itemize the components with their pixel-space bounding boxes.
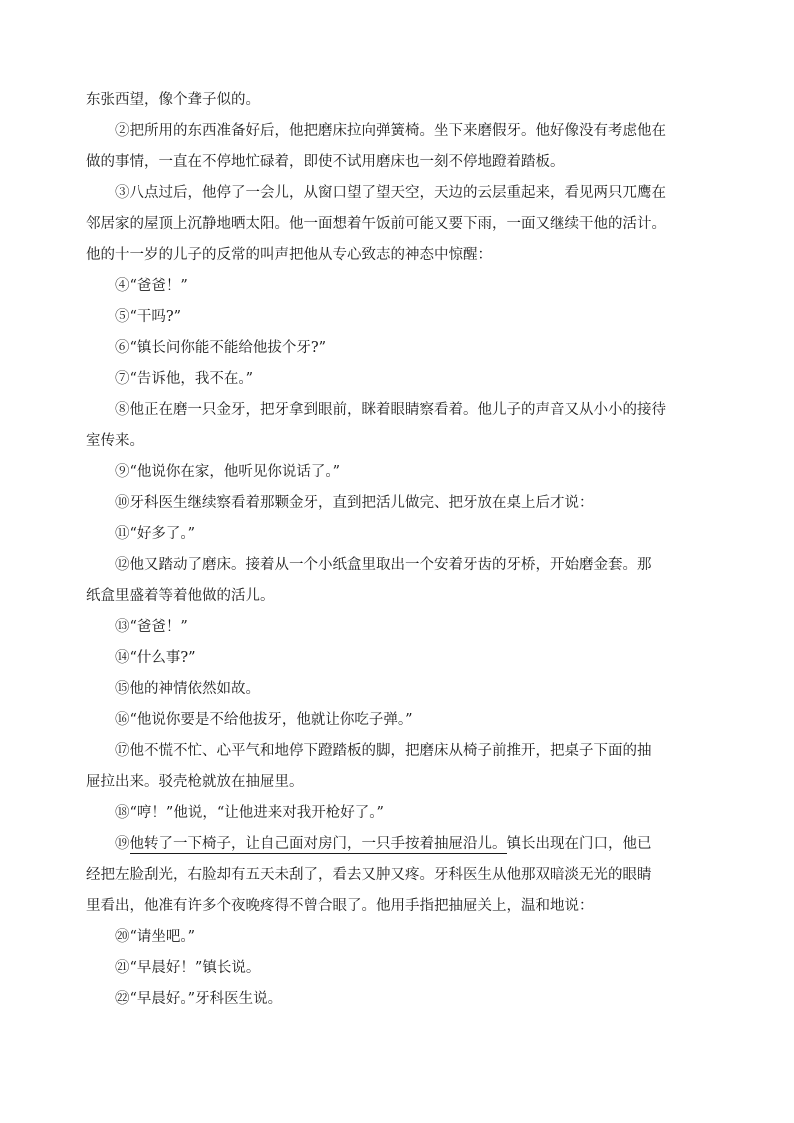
- paragraph-2-line-1: ②把所用的东西准备好后，他把磨床拉向弹簧椅。坐下来磨假牙。他好像没有考虑他在: [115, 123, 666, 139]
- story-text: [86, 88, 710, 1018]
- paragraph-11: ⑪“好多了。”: [115, 526, 196, 542]
- paragraph-8-line-1: ⑧他正在磨一只金牙，把牙拿到眼前，眯着眼睛察看着。他儿子的声音又从小小的接待: [115, 402, 666, 418]
- paragraph-14: ⑭“什么事?”: [115, 650, 196, 666]
- paragraph-13: ⑬“爸爸！”: [115, 619, 188, 635]
- paragraph-20: ⑳“请坐吧。”: [115, 929, 196, 945]
- paragraph-17-line-1: ⑰他不慌不忙、心平气和地停下蹬踏板的脚，把磨床从椅子前推开，把桌子下面的抽: [115, 743, 652, 759]
- paragraph-7: ⑦“告诉他，我不在。”: [115, 371, 254, 387]
- paragraph-3-line-2: 邻居家的屋顶上沉静地晒太阳。他一面想着午饭前可能又要下雨，一面又继续干他的活计。: [86, 216, 666, 232]
- underlined-sentence: 他转了一下椅子，让自己面对房门，一只手按着抽屉沿儿。: [129, 836, 507, 852]
- paragraph-5: ⑤“干吗?”: [115, 309, 182, 325]
- paragraph-3-line-1: ③八点过后，他停了一会儿，从窗口望了望天空，天边的云层重起来，看见两只兀鹰在: [115, 185, 666, 201]
- paragraph-16: ⑯“他说你要是不给他拔牙，他就让你吃子弹。”: [115, 712, 413, 728]
- paragraph-21: ㉑“早晨好！”镇长说。: [115, 960, 261, 976]
- paragraph-6: ⑥“镇长问你能不能给他拔个牙?”: [115, 340, 327, 356]
- paragraph-18: ⑱“哼！”他说，“让他进来对我开枪好了。”: [115, 805, 384, 821]
- paragraph-12-line-1: ⑫他又踏动了磨床。接着从一个小纸盒里取出一个安着牙齿的牙桥，开始磨金套。那: [115, 557, 652, 573]
- paragraph-19-marker: ⑲: [115, 836, 130, 852]
- paragraph-19-rest: 镇长出现在门口，他已: [506, 836, 652, 852]
- paragraph-17-line-2: 屉拉出来。驳壳枪就放在抽屉里。: [86, 774, 304, 790]
- paragraph-8-line-2: 室传来。: [86, 433, 144, 449]
- paragraph-19-line-2: 经把左脸刮光，右脸却有五天未刮了，看去又肿又疼。牙科医生从他那双暗淡无光的眼睛: [86, 867, 652, 883]
- paragraph-19-line-1: [86, 832, 710, 863]
- paragraph-22: ㉒“早晨好。”牙科医生说。: [115, 991, 283, 1007]
- paragraph-15: ⑮他的神情依然如故。: [115, 681, 260, 697]
- paragraph-19-line-3: 里看出，他准有许多个夜晚疼得不曾合眼了。他用手指把抽屉关上，温和地说：: [86, 898, 594, 914]
- paragraph-2-line-2: 做的事情，一直在不停地忙碌着，即使不试用磨床也一刻不停地蹬着踏板。: [86, 154, 565, 170]
- paragraph-4: ④“爸爸！”: [115, 278, 188, 294]
- paragraph-12-line-2: 纸盒里盛着等着他做的活儿。: [86, 588, 275, 604]
- paragraph-10: ⑩牙科医生继续察看着那颗金牙，直到把活儿做完、把牙放在桌上后才说：: [115, 495, 594, 511]
- paragraph-3-line-3: 他的十一岁的儿子的反常的叫声把他从专心致志的神态中惊醒：: [86, 247, 492, 263]
- paragraph-9: ⑨“他说你在家，他听见你说话了。”: [115, 464, 341, 480]
- text-line: 东张西望，像个聋子似的。: [86, 92, 260, 108]
